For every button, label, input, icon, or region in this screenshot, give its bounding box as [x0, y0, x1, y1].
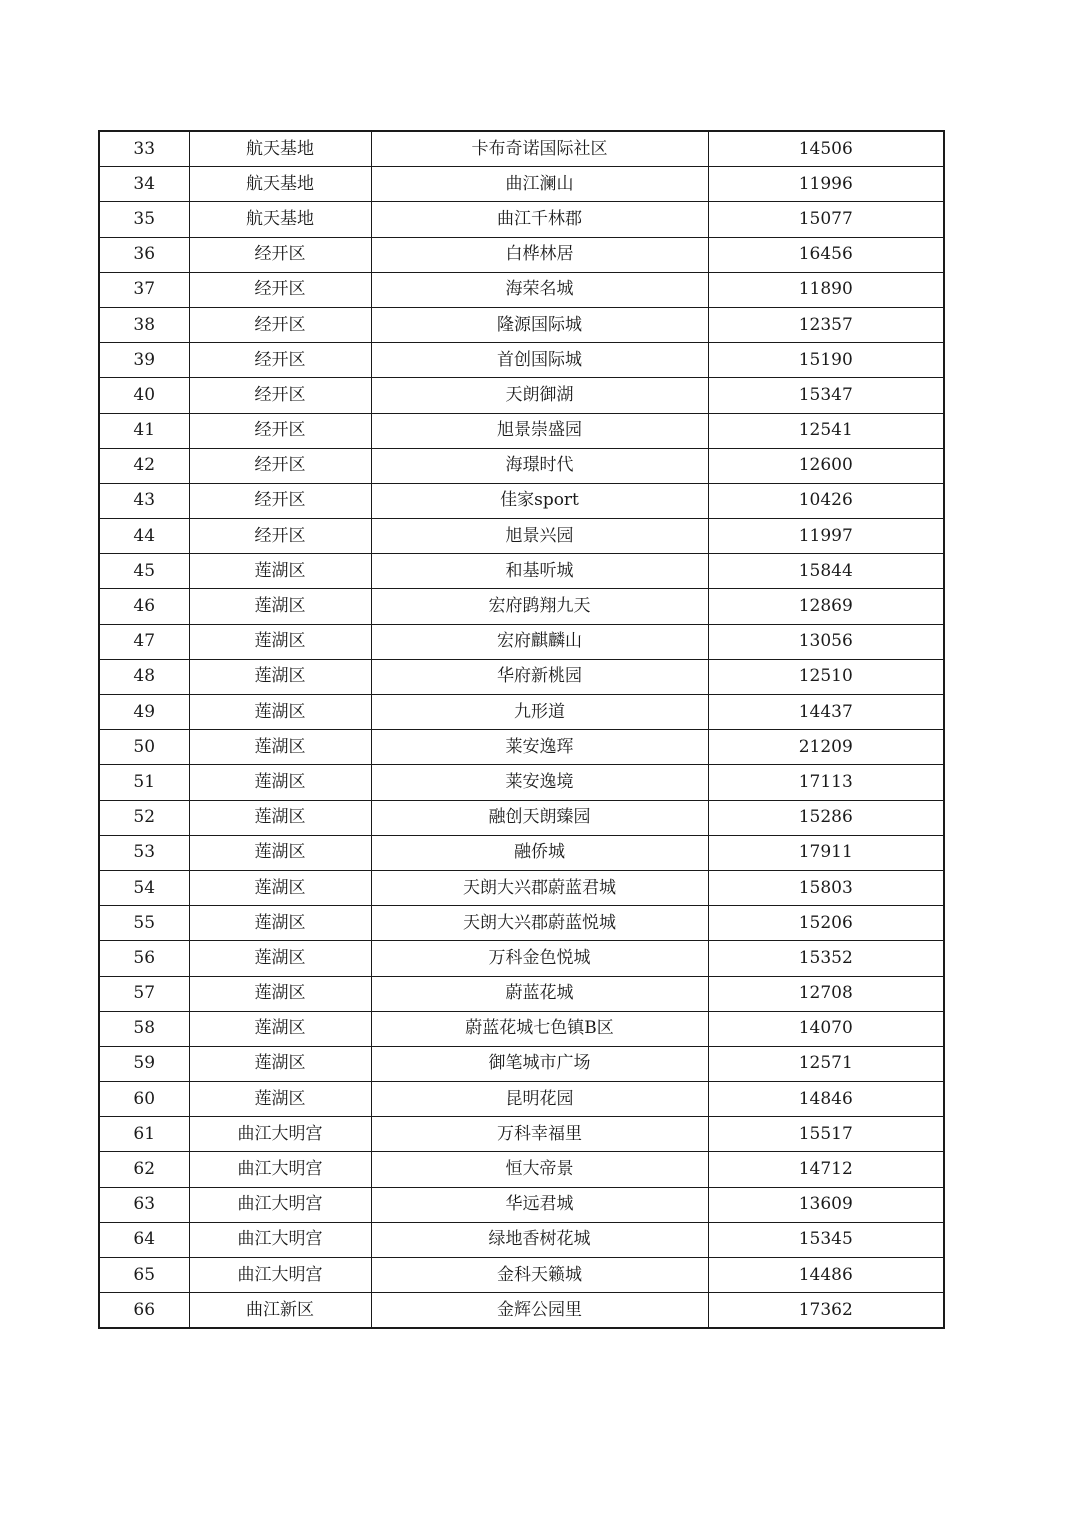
cell-number: 40 — [99, 378, 189, 413]
table-row — [99, 378, 944, 413]
cell-district: 莲湖区 — [189, 695, 371, 730]
cell-number: 46 — [99, 589, 189, 624]
table-row — [99, 1293, 944, 1329]
cell-district: 莲湖区 — [189, 765, 371, 800]
cell-price: 21209 — [708, 730, 944, 765]
cell-community: 万科金色悦城 — [371, 941, 708, 976]
cell-district: 经开区 — [189, 378, 371, 413]
table-row — [99, 554, 944, 589]
cell-price: 11996 — [708, 167, 944, 202]
cell-community: 绿地香树花城 — [371, 1222, 708, 1257]
cell-community: 华远君城 — [371, 1187, 708, 1222]
cell-community: 白桦林居 — [371, 237, 708, 272]
table-row — [99, 765, 944, 800]
table-row — [99, 343, 944, 378]
cell-number: 61 — [99, 1117, 189, 1152]
table-row — [99, 519, 944, 554]
cell-community: 融创天朗臻园 — [371, 800, 708, 835]
cell-price: 12708 — [708, 976, 944, 1011]
table-row — [99, 1117, 944, 1152]
cell-community: 和基听城 — [371, 554, 708, 589]
price-table — [98, 130, 945, 1329]
cell-district: 莲湖区 — [189, 589, 371, 624]
cell-community: 宏府麒麟山 — [371, 624, 708, 659]
cell-price: 15347 — [708, 378, 944, 413]
cell-community: 旭景兴园 — [371, 519, 708, 554]
cell-community: 天朗大兴郡蔚蓝君城 — [371, 870, 708, 905]
table-row — [99, 483, 944, 518]
cell-price: 17362 — [708, 1293, 944, 1329]
cell-number: 63 — [99, 1187, 189, 1222]
cell-community: 天朗御湖 — [371, 378, 708, 413]
cell-community: 恒大帝景 — [371, 1152, 708, 1187]
table-row — [99, 835, 944, 870]
cell-district: 莲湖区 — [189, 835, 371, 870]
cell-price: 15803 — [708, 870, 944, 905]
cell-community: 莱安逸境 — [371, 765, 708, 800]
table-row — [99, 1258, 944, 1293]
table-body — [99, 131, 944, 1328]
cell-number: 50 — [99, 730, 189, 765]
cell-number: 62 — [99, 1152, 189, 1187]
cell-price: 14846 — [708, 1082, 944, 1117]
cell-price: 15352 — [708, 941, 944, 976]
cell-number: 52 — [99, 800, 189, 835]
cell-district: 莲湖区 — [189, 870, 371, 905]
cell-district: 曲江大明宫 — [189, 1258, 371, 1293]
cell-community: 莱安逸珲 — [371, 730, 708, 765]
cell-price: 14506 — [708, 131, 944, 167]
cell-number: 47 — [99, 624, 189, 659]
cell-community: 曲江澜山 — [371, 167, 708, 202]
table-row — [99, 413, 944, 448]
table-row — [99, 272, 944, 307]
cell-price: 14437 — [708, 695, 944, 730]
cell-number: 48 — [99, 659, 189, 694]
cell-price: 14486 — [708, 1258, 944, 1293]
cell-district: 莲湖区 — [189, 624, 371, 659]
table-row — [99, 202, 944, 237]
cell-price: 17911 — [708, 835, 944, 870]
cell-price: 14712 — [708, 1152, 944, 1187]
cell-community: 昆明花园 — [371, 1082, 708, 1117]
cell-price: 12869 — [708, 589, 944, 624]
cell-number: 64 — [99, 1222, 189, 1257]
table-row — [99, 941, 944, 976]
table-row — [99, 976, 944, 1011]
table-row — [99, 659, 944, 694]
cell-district: 莲湖区 — [189, 976, 371, 1011]
table-row — [99, 906, 944, 941]
cell-number: 65 — [99, 1258, 189, 1293]
cell-community: 宏府鹍翔九天 — [371, 589, 708, 624]
cell-district: 经开区 — [189, 237, 371, 272]
cell-price: 15077 — [708, 202, 944, 237]
cell-price: 12510 — [708, 659, 944, 694]
cell-district: 经开区 — [189, 483, 371, 518]
cell-price: 11997 — [708, 519, 944, 554]
cell-community: 隆源国际城 — [371, 307, 708, 342]
cell-district: 曲江大明宫 — [189, 1187, 371, 1222]
cell-price: 17113 — [708, 765, 944, 800]
cell-price: 15286 — [708, 800, 944, 835]
cell-number: 41 — [99, 413, 189, 448]
cell-price: 13056 — [708, 624, 944, 659]
cell-number: 44 — [99, 519, 189, 554]
table-row — [99, 730, 944, 765]
table-row — [99, 624, 944, 659]
cell-district: 莲湖区 — [189, 1046, 371, 1081]
table-row — [99, 1011, 944, 1046]
table-row — [99, 1082, 944, 1117]
cell-number: 45 — [99, 554, 189, 589]
table-row — [99, 870, 944, 905]
cell-community: 蔚蓝花城七色镇B区 — [371, 1011, 708, 1046]
cell-price: 15517 — [708, 1117, 944, 1152]
cell-number: 49 — [99, 695, 189, 730]
cell-district: 航天基地 — [189, 131, 371, 167]
cell-community: 天朗大兴郡蔚蓝悦城 — [371, 906, 708, 941]
cell-price: 12541 — [708, 413, 944, 448]
cell-district: 莲湖区 — [189, 730, 371, 765]
cell-district: 经开区 — [189, 519, 371, 554]
cell-number: 54 — [99, 870, 189, 905]
cell-number: 53 — [99, 835, 189, 870]
table-row — [99, 167, 944, 202]
table-row — [99, 1152, 944, 1187]
cell-district: 莲湖区 — [189, 941, 371, 976]
table-row — [99, 237, 944, 272]
cell-number: 58 — [99, 1011, 189, 1046]
cell-price: 12571 — [708, 1046, 944, 1081]
cell-number: 57 — [99, 976, 189, 1011]
cell-district: 莲湖区 — [189, 554, 371, 589]
cell-price: 15206 — [708, 906, 944, 941]
cell-community: 九形道 — [371, 695, 708, 730]
cell-community: 融侨城 — [371, 835, 708, 870]
cell-district: 曲江大明宫 — [189, 1222, 371, 1257]
cell-number: 33 — [99, 131, 189, 167]
cell-district: 莲湖区 — [189, 800, 371, 835]
cell-number: 36 — [99, 237, 189, 272]
table-row — [99, 589, 944, 624]
table-row — [99, 448, 944, 483]
cell-price: 14070 — [708, 1011, 944, 1046]
cell-number: 60 — [99, 1082, 189, 1117]
cell-price: 15190 — [708, 343, 944, 378]
cell-number: 35 — [99, 202, 189, 237]
cell-price: 15345 — [708, 1222, 944, 1257]
cell-community: 海荣名城 — [371, 272, 708, 307]
cell-district: 莲湖区 — [189, 906, 371, 941]
cell-number: 42 — [99, 448, 189, 483]
table-row — [99, 1187, 944, 1222]
cell-price: 11890 — [708, 272, 944, 307]
cell-district: 经开区 — [189, 343, 371, 378]
cell-number: 34 — [99, 167, 189, 202]
cell-community: 曲江千林郡 — [371, 202, 708, 237]
table-row — [99, 1046, 944, 1081]
cell-district: 经开区 — [189, 272, 371, 307]
cell-number: 51 — [99, 765, 189, 800]
table-row — [99, 695, 944, 730]
cell-number: 37 — [99, 272, 189, 307]
cell-district: 曲江大明宫 — [189, 1117, 371, 1152]
cell-number: 39 — [99, 343, 189, 378]
table-row — [99, 1222, 944, 1257]
cell-price: 15844 — [708, 554, 944, 589]
table-row — [99, 307, 944, 342]
cell-community: 卡布奇诺国际社区 — [371, 131, 708, 167]
cell-price: 13609 — [708, 1187, 944, 1222]
cell-district: 航天基地 — [189, 202, 371, 237]
cell-district: 曲江大明宫 — [189, 1152, 371, 1187]
cell-number: 38 — [99, 307, 189, 342]
cell-number: 43 — [99, 483, 189, 518]
cell-number: 66 — [99, 1293, 189, 1329]
cell-community: 佳家sport — [371, 483, 708, 518]
table-row — [99, 131, 944, 167]
cell-community: 御笔城市广场 — [371, 1046, 708, 1081]
cell-price: 10426 — [708, 483, 944, 518]
cell-community: 首创国际城 — [371, 343, 708, 378]
cell-number: 59 — [99, 1046, 189, 1081]
cell-community: 旭景崇盛园 — [371, 413, 708, 448]
cell-community: 金辉公园里 — [371, 1293, 708, 1329]
cell-price: 16456 — [708, 237, 944, 272]
cell-price: 12357 — [708, 307, 944, 342]
cell-district: 莲湖区 — [189, 1082, 371, 1117]
cell-price: 12600 — [708, 448, 944, 483]
cell-number: 55 — [99, 906, 189, 941]
cell-community: 万科幸福里 — [371, 1117, 708, 1152]
cell-community: 海璟时代 — [371, 448, 708, 483]
cell-district: 经开区 — [189, 448, 371, 483]
cell-district: 经开区 — [189, 307, 371, 342]
cell-district: 莲湖区 — [189, 1011, 371, 1046]
cell-community: 蔚蓝花城 — [371, 976, 708, 1011]
cell-district: 航天基地 — [189, 167, 371, 202]
cell-community: 金科天籁城 — [371, 1258, 708, 1293]
table-row — [99, 800, 944, 835]
cell-number: 56 — [99, 941, 189, 976]
cell-district: 莲湖区 — [189, 659, 371, 694]
cell-district: 曲江新区 — [189, 1293, 371, 1329]
cell-community: 华府新桃园 — [371, 659, 708, 694]
cell-district: 经开区 — [189, 413, 371, 448]
